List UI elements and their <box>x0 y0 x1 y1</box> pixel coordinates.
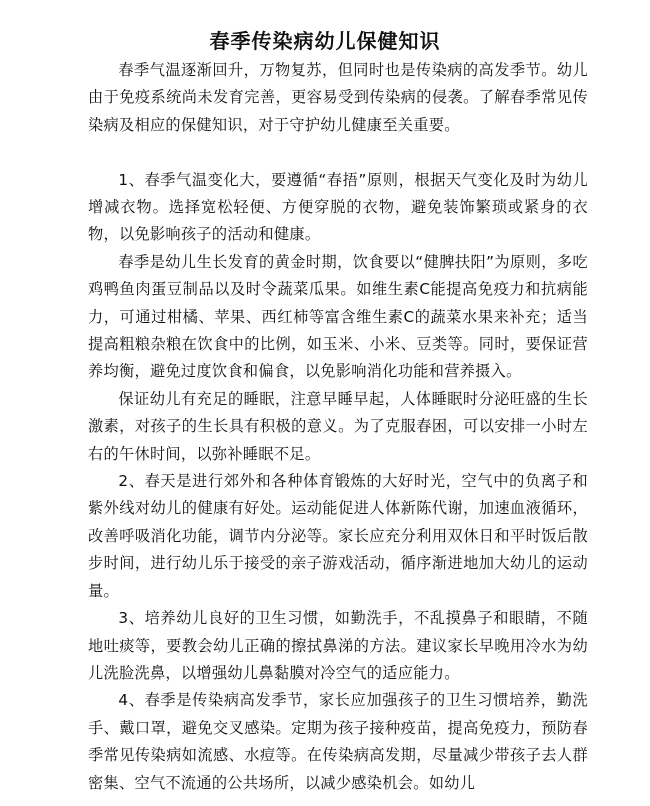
intro-paragraph: 春季气温逐渐回升，万物复苏，但同时也是传染病的高发季节。幼儿由于免疫系统尚未发育完善，更容易受到传染病的侵袭。了解春季常见传染病及相应的保健知识，对于守护幼儿健康至关重要。 <box>88 61 588 134</box>
paragraph-exercise: 2、春天是进行郊外和各种体育锻炼的大好时光，空气中的负离子和紫外线对幼儿的健康有好处。运动能促进人体新陈代谢，加速血液循环，改善呼吸消化功能，调节内分泌等。家长应充分利用双休日和平时饭后散步时间，进行幼儿乐于接受的亲子游戏活动，循序渐进地加大幼儿的运动量。 <box>88 472 588 600</box>
paragraph-gap <box>88 139 588 166</box>
paragraph-diet: 春季是幼儿生长发育的黄金时期，饮食要以“健脾扶阳”为原则，多吃鸡鸭鱼肉蛋豆制品以及时令蔬菜瓜果。如维生素C能提高免疫力和抗病能力，可通过柑橘、苹果、西红柿等富含维生素C的蔬菜水果来补充；适当提高粗粮杂粮在饮食中的比例，如玉米、小米、豆类等。同时，要保证营养均衡，避免过度饮食和偏食，以免影响消化功能和营养摄入。 <box>88 252 588 381</box>
paragraph-infection-prevention: 4、春季是传染病高发季节，家长应加强孩子的卫生习惯培养，勤洗手、戴口罩，避免交叉感染。定期为孩子接种疫苗，提高免疫力，预防春季常见传染病如流感、水痘等。在传染病高发期，尽量减少带孩子去人群密集、空气不流通的公共场所，以减少感染机会。如幼儿 <box>88 691 588 792</box>
paragraph-sleep: 保证幼儿有充足的睡眠，注意早睡早起，人体睡眠时分泌旺盛的生长激素，对孩子的生长具有积极的意义。为了克服春困，可以安排一小时左右的午休时间，以弥补睡眠不足。 <box>88 389 588 463</box>
paragraph-clothing: 1、春季气温变化大，要遵循“春捂”原则，根据天气变化及时为幼儿增减衣物。选择宽松轻便、方便穿脱的衣物，避免装饰繁琐或紧身的衣物，以免影响孩子的活动和健康。 <box>88 170 588 244</box>
document-body <box>88 57 588 797</box>
document-title: 春季传染病幼儿保健知识 <box>209 29 441 53</box>
paragraph-hygiene: 3、培养幼儿良好的卫生习惯，如勤洗手，不乱摸鼻子和眼睛，不随地吐痰等，要教会幼儿正确的擦拭鼻涕的方法。建议家长早晚用冷水为幼儿洗脸洗鼻，以增强幼儿鼻黏膜对冷空气的适应能力。 <box>88 609 588 682</box>
